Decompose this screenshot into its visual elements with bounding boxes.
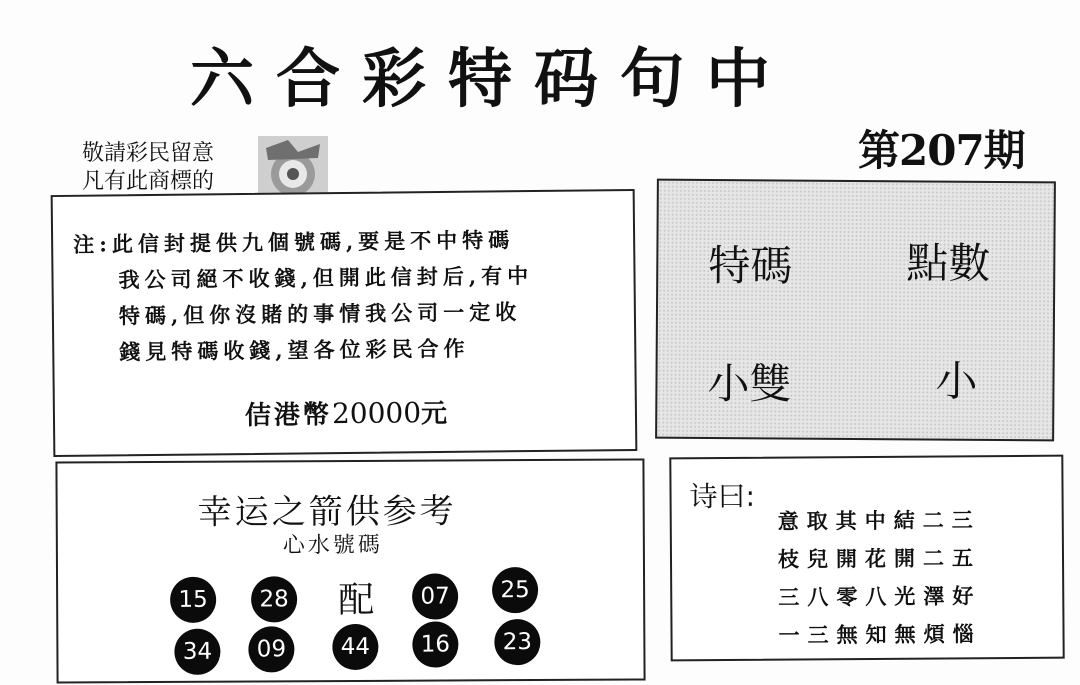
guarantee-note-box [51,189,638,457]
number-ball: 25 [492,567,538,613]
poem-line: 一三無知無煩惱 [778,621,982,648]
poem-line: 意取其中結二三 [777,507,981,534]
deposit-line [245,393,450,432]
number-ball: 23 [494,619,540,665]
number-ball: 34 [174,629,220,675]
number-ball: 28 [251,576,297,622]
notice-line: 敬請彩民留意 [82,141,215,166]
deposit-unit: 元 [420,398,451,430]
deposit-amount: 20000 [331,396,422,431]
poem-heading: 诗曰: [689,479,756,514]
number-ball: 09 [248,626,294,672]
value-points: 小 [935,356,978,406]
number-ball: 15 [170,577,216,623]
note-line: 錢見特碼收錢,望各位彩民合作 [119,335,470,365]
number-ball: 44 [332,624,378,670]
label-special-code: 特碼 [708,240,793,291]
poem-lines [778,501,982,654]
deposit-label: 佶港幣 [244,400,333,432]
lucky-numbers-box [55,458,645,683]
number-ball: 07 [412,573,458,619]
notice-line: 凡有此商標的 [82,169,215,194]
lucky-subtitle: 心水號碼 [282,532,383,559]
pair-word: 配 [338,579,375,622]
issue-number: 第207期 [858,126,1025,175]
number-ball: 16 [412,621,458,667]
page-title: 六合彩特码句中 [190,43,792,117]
poem-box [669,455,1064,662]
guarantee-text [73,222,534,371]
label-points: 點數 [906,238,991,288]
special-code-tip-box [655,179,1056,442]
note-line: 特碼,但你沒賭的事情我公司一定收 [118,299,522,329]
poem-line: 枝兒開花開二五 [777,545,982,572]
lucky-title: 幸运之箭供参考 [197,491,457,533]
note-line: 注:此信封提供九個號碼,要是不中特碼 [73,227,515,257]
poem-line: 三八零八光澤好 [778,583,982,610]
note-line: 我公司絕不收錢,但開此信封后,有中 [118,263,534,293]
value-special-code: 小雙 [707,358,792,409]
